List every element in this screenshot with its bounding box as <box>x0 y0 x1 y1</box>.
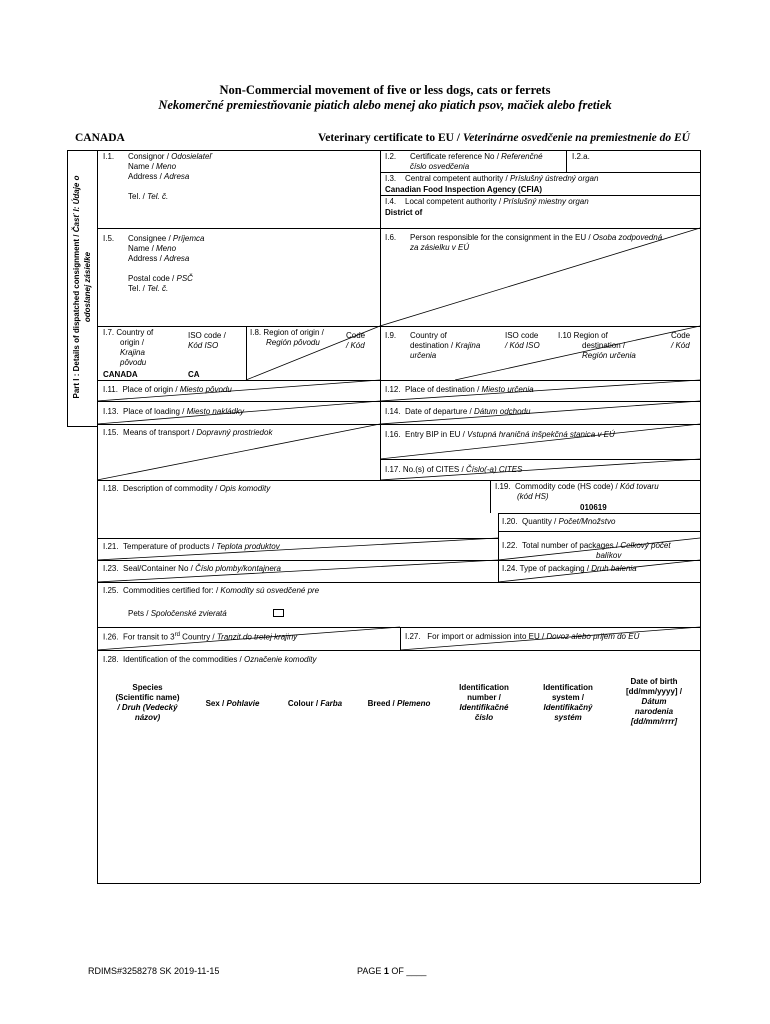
document-reference: RDIMS#3258278 SK 2019-11-15 <box>88 966 220 976</box>
field-i25-certified-for: I.25. Commodities certified for: / Komodity sú osvedčené pre <box>103 586 320 595</box>
field-i13-place-loading[interactable]: I.13. Place of loading / Miesto nakládky <box>103 407 244 416</box>
field-i18-description[interactable]: I.18. Description of commodity / Opis komodity <box>103 484 271 493</box>
iso-code-origin-label: ISO code / Kód ISO <box>188 331 226 350</box>
pets-label: Pets / Spoločenské zvieratá <box>128 609 227 618</box>
central-authority-value: Canadian Food Inspection Agency (CFIA) <box>385 185 543 194</box>
field-i26-transit[interactable]: I.26. For transit to 3rd Country / Tranzit do tretej krajiny <box>103 632 298 642</box>
country-header: CANADA <box>75 132 125 144</box>
field-i17-cites[interactable]: I.17. No.(s) of CITES / Číslo(-a) CITES <box>385 465 523 474</box>
field-i23-seal[interactable]: I.23. Seal/Container No / Číslo plomby/kontajnera <box>103 564 281 573</box>
field-i9-country-destination[interactable]: I.9. Country of destination / Krajina určenia <box>385 331 481 360</box>
field-i8-region-origin[interactable]: I.8. Region of origin / Región pôvodu <box>250 328 324 347</box>
field-i4-local-authority[interactable]: I.4. Local competent authority / Príslušný miestny organ District of <box>385 197 589 217</box>
region-destination-code-label: Code / Kód <box>671 331 691 350</box>
field-i19-commodity-code[interactable]: I.19. Commodity code (HS code) / Kód tovaru (kód HS) <box>495 482 659 501</box>
field-i7-country-origin[interactable]: I.7. Country of origin / Krajina pôvodu <box>103 328 154 367</box>
field-i2-reference[interactable]: I.2. Certificate reference No / Referenčné číslo osvedčenia <box>385 152 543 171</box>
part-label: Part I : Details of dispatched consignment / Časť I: Údaje o odoslanej zásielke <box>72 175 92 399</box>
field-i3-central-authority[interactable]: I.3. Central competent authority / Príslušný ústredný organ Canadian Food Inspection Agency (CFIA) <box>385 174 599 194</box>
local-authority-value: District of <box>385 208 423 217</box>
title-english: Non-Commercial movement of five or less dogs, cats or ferrets <box>219 83 551 97</box>
field-i2a[interactable]: I.2.a. <box>572 152 590 161</box>
field-i22-packages[interactable]: I.22. Total number of packages / Celkový počet balíkov <box>502 541 671 560</box>
col-identification-system: Identification system / Identifikačný systém <box>543 683 593 722</box>
field-i1-consignor[interactable]: I.1. Consignor / Odosielateľ Name / Meno Address / Adresa Tel. / Tel. č. <box>103 152 212 201</box>
col-colour: Colour / Farba <box>287 699 343 708</box>
commodity-code-value: 010619 <box>580 503 607 512</box>
col-sex: Sex / Pohlavie <box>205 699 260 708</box>
field-i24-packaging[interactable]: I.24. Type of packaging / Druh balenia <box>502 564 637 573</box>
field-i10-region-destination[interactable]: I.10 Region of destination / Región určenia <box>558 331 636 360</box>
col-species: Species (Scientific name) / Druh (Vedecký názov) <box>115 683 180 722</box>
pets-checkbox[interactable] <box>273 609 284 617</box>
field-i6-responsible-person[interactable]: I.6. Person responsible for the consignment in the EU / Osoba zodpovedná za zásielku v EÚ <box>385 233 663 252</box>
field-i12-place-destination[interactable]: I.12. Place of destination / Miesto určenia <box>385 385 534 394</box>
certificate-header: Veterinary certificate to EU / Veterinárne osvedčenie na premiestnenie do EÚ <box>318 132 690 144</box>
col-breed: Breed / Plemeno <box>367 699 431 708</box>
page-number: PAGE 1 OF ____ <box>357 966 427 976</box>
iso-code-origin-value: CA <box>188 370 200 379</box>
iso-code-destination-label: ISO code / Kód ISO <box>505 331 540 350</box>
field-i20-quantity[interactable]: I.20. Quantity / Počet/Množstvo <box>502 517 616 526</box>
field-i11-place-origin[interactable]: I.11. Place of origin / Miesto pôvodu <box>103 385 232 394</box>
field-i5-consignee[interactable]: I.5. Consignee / Príjemca Name / Meno Address / Adresa Postal code / PSČ Tel. / Tel. č. <box>103 234 205 293</box>
field-i28-identification: I.28. Identification of the commodities / Označenie komodity <box>103 655 317 664</box>
title-slovak: Nekomerčné premiestňovanie piatich alebo menej ako piatich psov, mačiek alebo fretiek <box>158 98 612 112</box>
field-i21-temperature[interactable]: I.21. Temperature of products / Teplota produktov <box>103 542 280 551</box>
region-origin-code-label: Code / Kód <box>346 331 366 350</box>
field-i16-entry-bip[interactable]: I.16. Entry BIP in EU / Vstupná hraničná inšpekčná stanica v EÚ <box>385 430 615 439</box>
country-origin-value: CANADA <box>103 370 138 379</box>
col-identification-number: Identification number / Identifikačné číslo <box>459 683 509 722</box>
col-date-of-birth: Date of birth [dd/mm/yyyy] / Dátum narodenia [dd/mm/rrrr] <box>625 677 682 726</box>
field-i14-date-departure[interactable]: I.14. Date of departure / Dátum odchodu <box>385 407 531 416</box>
field-i15-means-transport[interactable]: I.15. Means of transport / Dopravný prostriedok <box>103 428 273 437</box>
field-i27-import[interactable]: I.27. For import or admission into EU / Dovoz alebo prijem do EÚ <box>405 632 640 641</box>
